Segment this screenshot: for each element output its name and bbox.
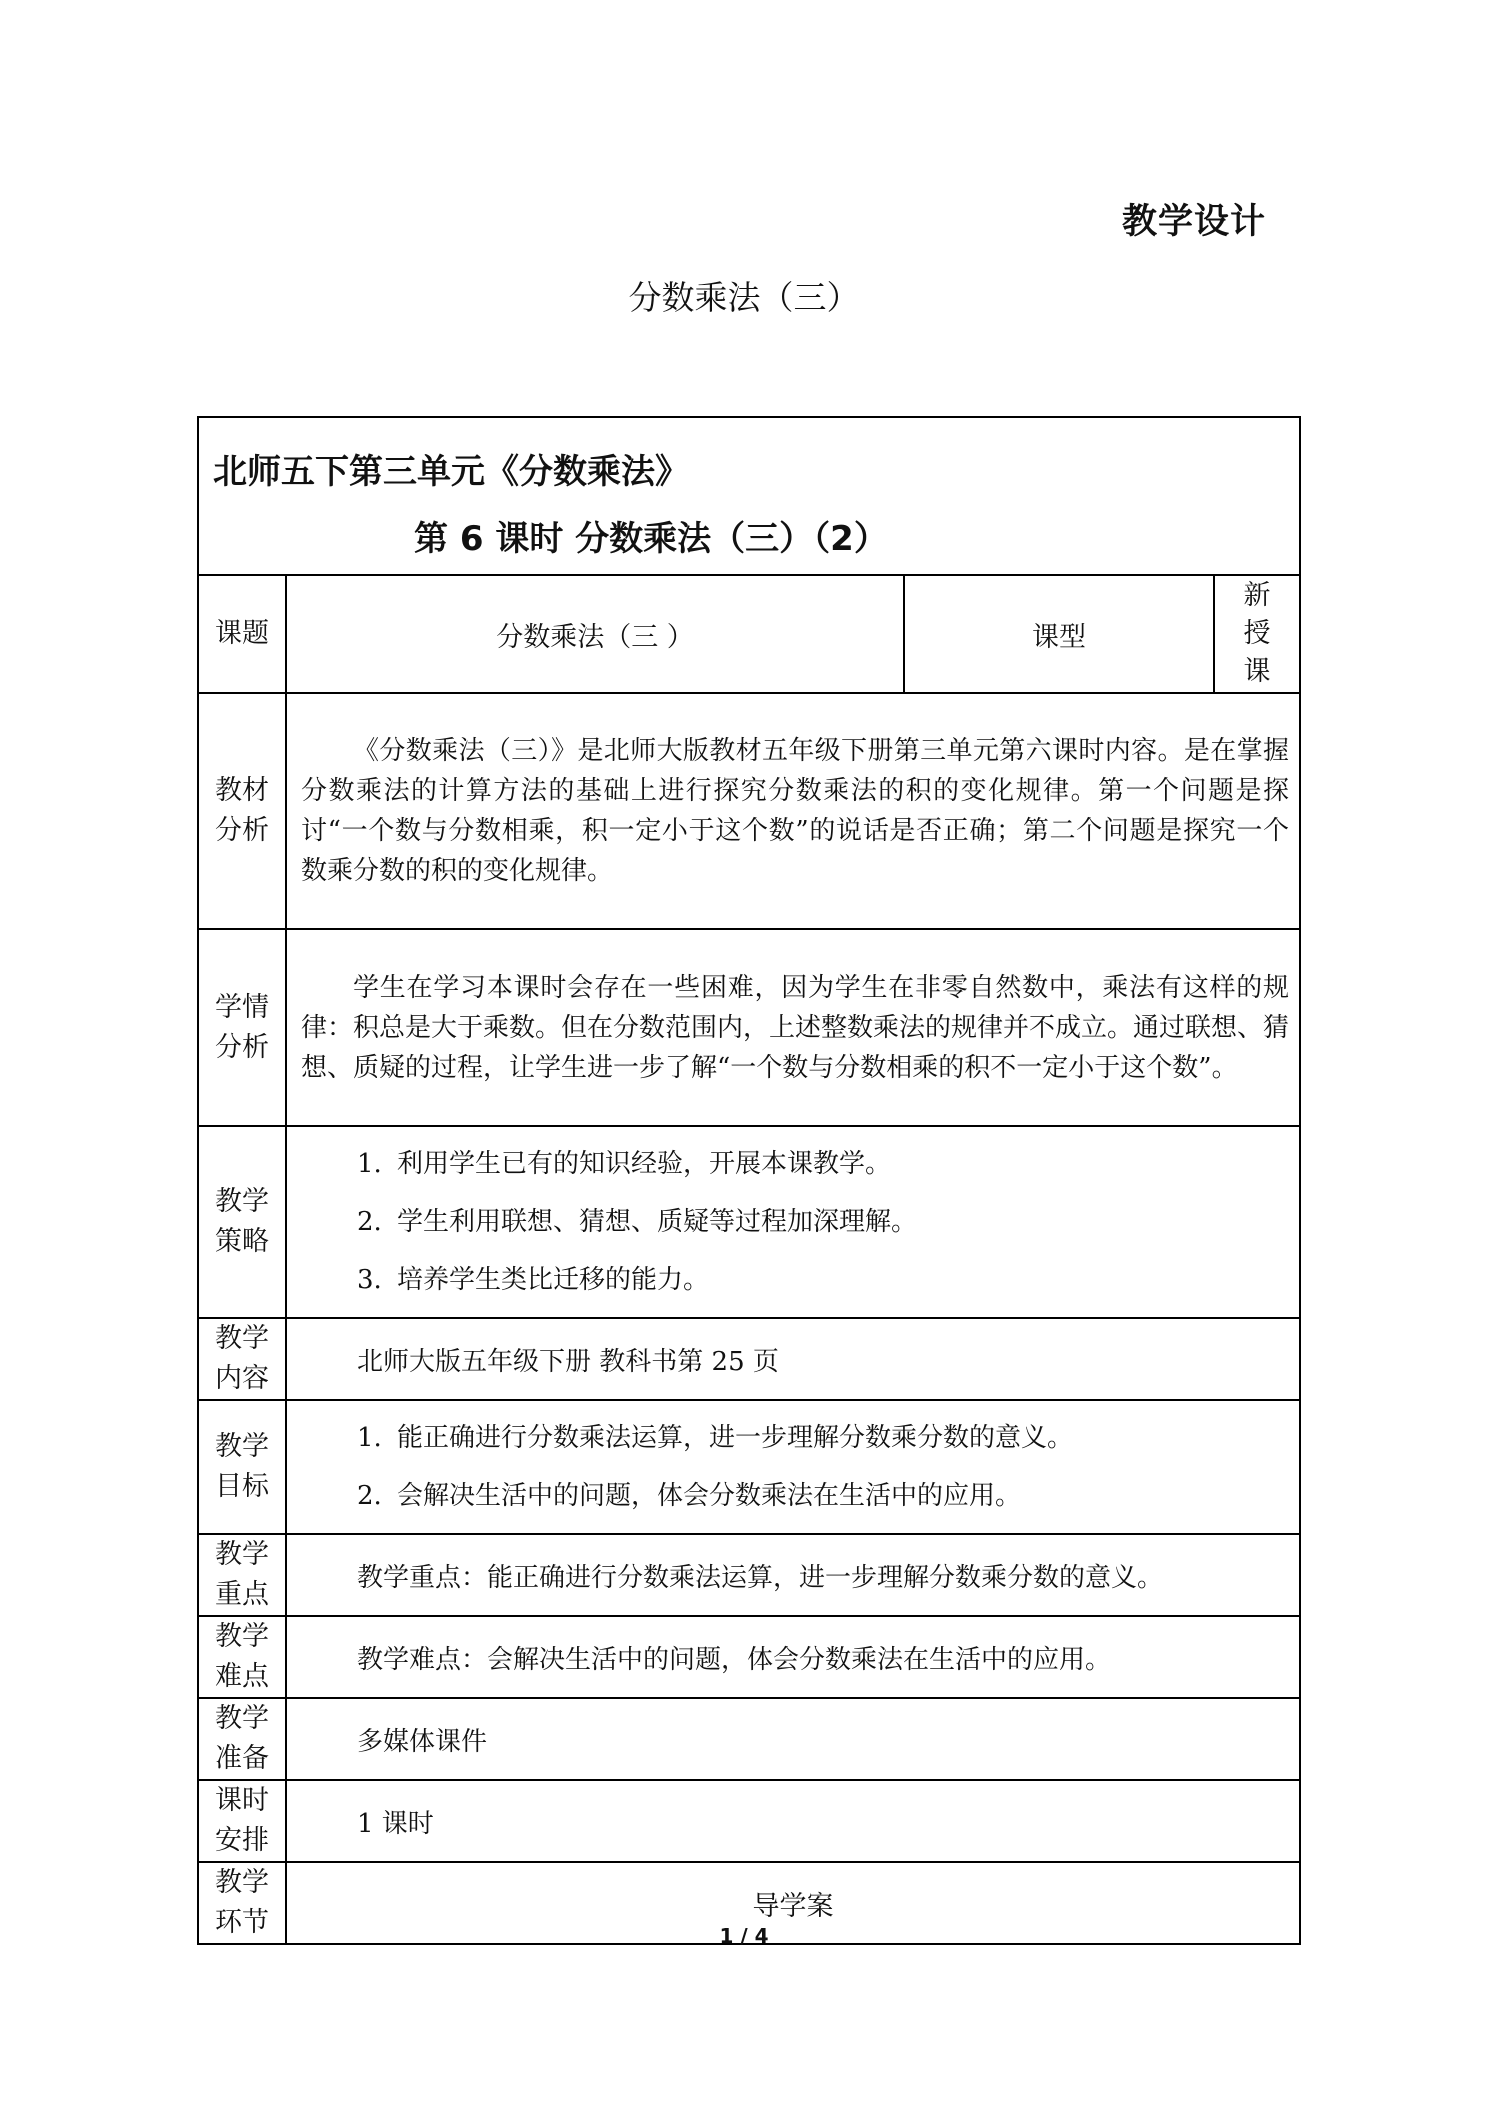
list-item xyxy=(301,1193,1289,1251)
student-analysis-label xyxy=(198,929,286,1126)
schedule-label xyxy=(198,1780,286,1862)
material-analysis-cell xyxy=(286,693,1300,929)
preparation-value: 多媒体课件 xyxy=(286,1698,1300,1780)
list-item xyxy=(301,1467,1289,1525)
goal-label xyxy=(198,1400,286,1534)
document-heading: 教学设计 xyxy=(1121,202,1266,242)
unit-title-cell xyxy=(198,417,1300,575)
strategy-label-text: 教学策略 xyxy=(215,1186,269,1257)
lesson-title: 第 6 课时 分数乘法（三）（2） xyxy=(414,519,888,559)
content-label-text: 教学内容 xyxy=(215,1323,269,1394)
preparation-label xyxy=(198,1698,286,1780)
topic-value: 分数乘法（三 ） xyxy=(286,575,904,693)
difficulty-label-text: 教学难点 xyxy=(215,1621,269,1692)
list-item-number: 1. xyxy=(357,1149,382,1179)
key-point-label-text: 教学重点 xyxy=(215,1539,269,1610)
list-item-text: 能正确进行分数乘法运算，进一步理解分数乘分数的意义。 xyxy=(397,1423,1074,1453)
student-analysis-text: 学生在学习本课时会存在一些困难，因为学生在非零自然数中，乘法有这样的规律：积总是大于乘数。但在分数范围内，上述整数乘法的规律并不成立。通过联想、猜想、质疑的过程，让学生进一步了解“一个数与分数相乘的积不一定小于这个数”。 xyxy=(301,972,1290,1083)
list-item xyxy=(301,1251,1289,1309)
preparation-label-text: 教学准备 xyxy=(215,1703,269,1774)
list-item-number: 2. xyxy=(357,1481,382,1511)
document-subheading: 分数乘法（三） xyxy=(628,278,860,317)
list-item xyxy=(301,1135,1289,1193)
student-analysis-cell xyxy=(286,929,1300,1126)
topic-label: 课题 xyxy=(198,575,286,693)
list-item-number: 2. xyxy=(357,1207,382,1237)
schedule-label-text: 课时安排 xyxy=(215,1785,269,1856)
list-item-text: 学生利用联想、猜想、质疑等过程加深理解。 xyxy=(397,1207,918,1237)
strategy-label xyxy=(198,1126,286,1318)
key-point-value: 教学重点：能正确进行分数乘法运算，进一步理解分数乘分数的意义。 xyxy=(286,1534,1300,1616)
material-analysis-label-text: 教材分析 xyxy=(215,775,269,846)
list-item-number: 3. xyxy=(357,1265,382,1295)
list-item xyxy=(301,1409,1289,1467)
lesson-plan-table xyxy=(197,416,1301,1945)
material-analysis-text: 《分数乘法（三）》是北师大版教材五年级下册第三单元第六课时内容。是在掌握分数乘法的计算方法的基础上进行探究分数乘法的积的变化规律。第一个问题是探讨“一个数与分数相乘，积一定小于这个数”的说话是否正确；第二个问题是探究一个数乘分数的积的变化规律。 xyxy=(301,736,1290,886)
goal-list xyxy=(286,1400,1300,1534)
schedule-value: 1 课时 xyxy=(286,1780,1300,1862)
content-label xyxy=(198,1318,286,1400)
unit-title: 北师五下第三单元《分数乘法》 xyxy=(213,452,689,492)
type-value xyxy=(1214,575,1300,693)
list-item-text: 培养学生类比迁移的能力。 xyxy=(397,1265,710,1295)
key-point-label xyxy=(198,1534,286,1616)
list-item-text: 利用学生已有的知识经验，开展本课教学。 xyxy=(397,1149,892,1179)
student-analysis-label-text: 学情分析 xyxy=(215,991,269,1063)
material-analysis-label xyxy=(198,693,286,929)
goal-label-text: 教学目标 xyxy=(215,1431,269,1502)
strategy-list xyxy=(286,1126,1300,1318)
type-value-text: 新授课 xyxy=(1243,580,1271,687)
content-value: 北师大版五年级下册 教科书第 25 页 xyxy=(286,1318,1300,1400)
list-item-number: 1. xyxy=(357,1423,382,1453)
type-label: 课型 xyxy=(904,575,1214,693)
difficulty-value: 教学难点：会解决生活中的问题，体会分数乘法在生活中的应用。 xyxy=(286,1616,1300,1698)
list-item-text: 会解决生活中的问题，体会分数乘法在生活中的应用。 xyxy=(397,1481,1022,1511)
phase-value: 导学案 xyxy=(286,1862,1300,1944)
difficulty-label xyxy=(198,1616,286,1698)
phase-label-text: 教学环节 xyxy=(215,1867,269,1938)
page-number: 1 / 4 xyxy=(719,1924,769,1948)
